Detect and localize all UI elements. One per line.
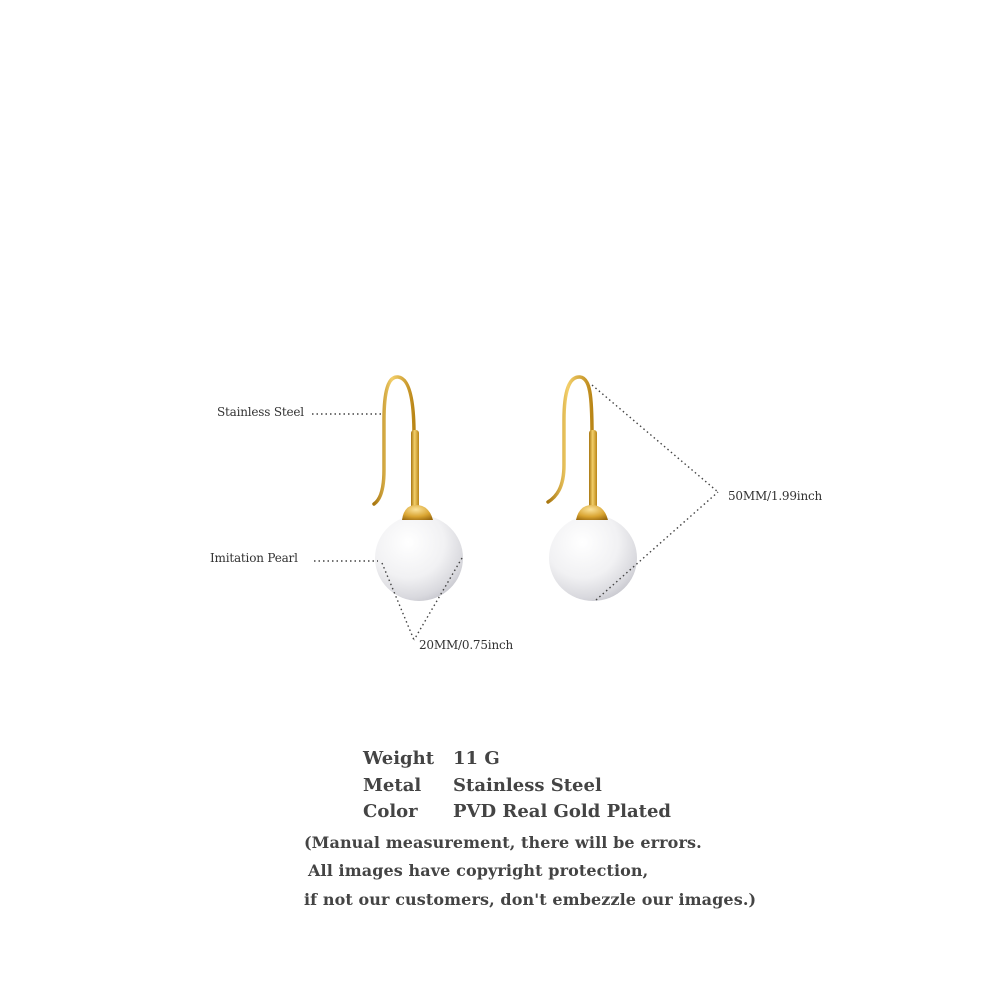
spec-metal-key: Metal <box>363 775 422 796</box>
leader-lines <box>312 385 718 640</box>
spec-metal <box>363 775 602 796</box>
note-line-3: if not our customers, don't embezzle our images.) <box>304 890 757 909</box>
right-cap <box>576 505 608 520</box>
spec-color <box>363 801 671 822</box>
note-line-1: (Manual measurement, there will be errors. <box>304 833 702 852</box>
right-hook-wire <box>548 377 592 505</box>
right-earring <box>548 377 637 601</box>
left-hook-bar <box>411 430 419 510</box>
left-hook-wire <box>374 377 414 505</box>
note-line-2: All images have copyright protection, <box>308 861 649 880</box>
hook-material-label: Stainless Steel <box>217 405 304 419</box>
length-label: 50MM/1.99inch <box>728 489 823 503</box>
spec-color-key: Color <box>363 801 418 822</box>
left-cap <box>402 505 433 520</box>
spec-weight-value: 11 G <box>453 748 500 769</box>
pearl-size-label: 20MM/0.75inch <box>419 638 514 652</box>
spec-metal-value: Stainless Steel <box>453 775 602 796</box>
left-earring <box>374 377 463 601</box>
spec-weight <box>363 748 500 769</box>
spec-color-value: PVD Real Gold Plated <box>453 801 672 822</box>
pearl-material-label: Imitation Pearl <box>210 551 298 565</box>
right-hook-bar <box>589 430 597 510</box>
left-pearl <box>375 515 463 601</box>
right-pearl <box>549 515 637 601</box>
spec-weight-key: Weight <box>363 748 435 769</box>
